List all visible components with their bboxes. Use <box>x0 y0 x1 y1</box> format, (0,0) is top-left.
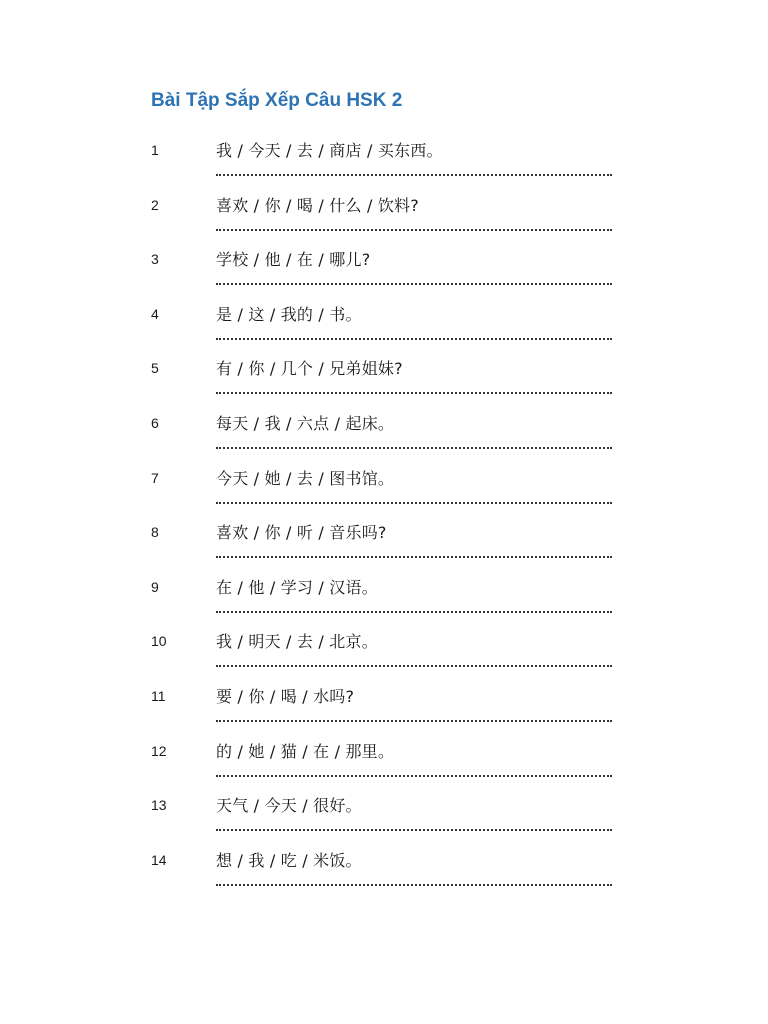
scrambled-sentence: 我 / 明天 / 去 / 北京。 <box>216 632 378 652</box>
worksheet-title: Bài Tập Sắp Xếp Câu HSK 2 <box>151 90 403 111</box>
exercise-number: 11 <box>151 687 166 704</box>
exercise-item-4 <box>0 300 768 355</box>
scrambled-sentence: 今天 / 她 / 去 / 图书馆。 <box>216 468 395 488</box>
exercise-number: 1 <box>151 142 159 158</box>
exercise-list <box>0 136 768 900</box>
exercise-number: 5 <box>151 360 159 377</box>
answer-line <box>216 665 612 667</box>
exercise-number: 9 <box>151 578 159 595</box>
exercise-number: 14 <box>151 851 167 868</box>
answer-line <box>216 447 612 449</box>
scrambled-sentence: 想 / 我 / 吃 / 米饭。 <box>216 850 362 870</box>
scrambled-sentence: 喜欢 / 你 / 听 / 音乐吗? <box>216 523 387 543</box>
exercise-item-3 <box>0 245 768 300</box>
exercise-item-14 <box>0 846 768 901</box>
scrambled-sentence: 有 / 你 / 几个 / 兄弟姐妹? <box>216 359 403 379</box>
scrambled-sentence: 学校 / 他 / 在 / 哪儿? <box>216 250 371 270</box>
scrambled-sentence: 要 / 你 / 喝 / 水吗? <box>216 686 355 706</box>
exercise-number: 13 <box>151 797 167 814</box>
exercise-item-7 <box>0 464 768 519</box>
exercise-number: 2 <box>151 196 159 213</box>
answer-line <box>216 829 612 831</box>
exercise-number: 6 <box>151 414 159 431</box>
exercise-number: 3 <box>151 251 159 268</box>
scrambled-sentence: 在 / 他 / 学习 / 汉语。 <box>216 577 378 597</box>
answer-line <box>216 392 612 394</box>
exercise-item-12 <box>0 737 768 792</box>
scrambled-sentence: 喜欢 / 你 / 喝 / 什么 / 饮料? <box>216 195 419 215</box>
exercise-item-10 <box>0 627 768 682</box>
answer-line <box>216 884 612 886</box>
scrambled-sentence: 每天 / 我 / 六点 / 起床。 <box>216 413 395 433</box>
answer-line <box>216 338 612 340</box>
answer-line <box>216 611 612 613</box>
answer-line <box>216 556 612 558</box>
answer-line <box>216 720 612 722</box>
exercise-item-13 <box>0 791 768 846</box>
scrambled-sentence: 的 / 她 / 猫 / 在 / 那里。 <box>216 741 395 761</box>
exercise-item-8 <box>0 518 768 573</box>
exercise-item-5 <box>0 354 768 409</box>
exercise-item-11 <box>0 682 768 737</box>
exercise-number: 8 <box>151 524 159 541</box>
exercise-number: 4 <box>151 305 159 322</box>
scrambled-sentence: 是 / 这 / 我的 / 书。 <box>216 304 362 324</box>
exercise-number: 12 <box>151 742 167 759</box>
answer-line <box>216 775 612 777</box>
exercise-item-9 <box>0 573 768 628</box>
exercise-number: 7 <box>151 469 159 486</box>
exercise-item-1 <box>0 136 768 191</box>
answer-line <box>216 229 612 231</box>
exercise-item-2 <box>0 191 768 246</box>
answer-line <box>216 174 612 176</box>
scrambled-sentence: 我 / 今天 / 去 / 商店 / 买东西。 <box>216 141 443 160</box>
exercise-number: 10 <box>151 633 167 650</box>
exercise-item-6 <box>0 409 768 464</box>
answer-line <box>216 283 612 285</box>
answer-line <box>216 502 612 504</box>
scrambled-sentence: 天气 / 今天 / 很好。 <box>216 796 362 816</box>
